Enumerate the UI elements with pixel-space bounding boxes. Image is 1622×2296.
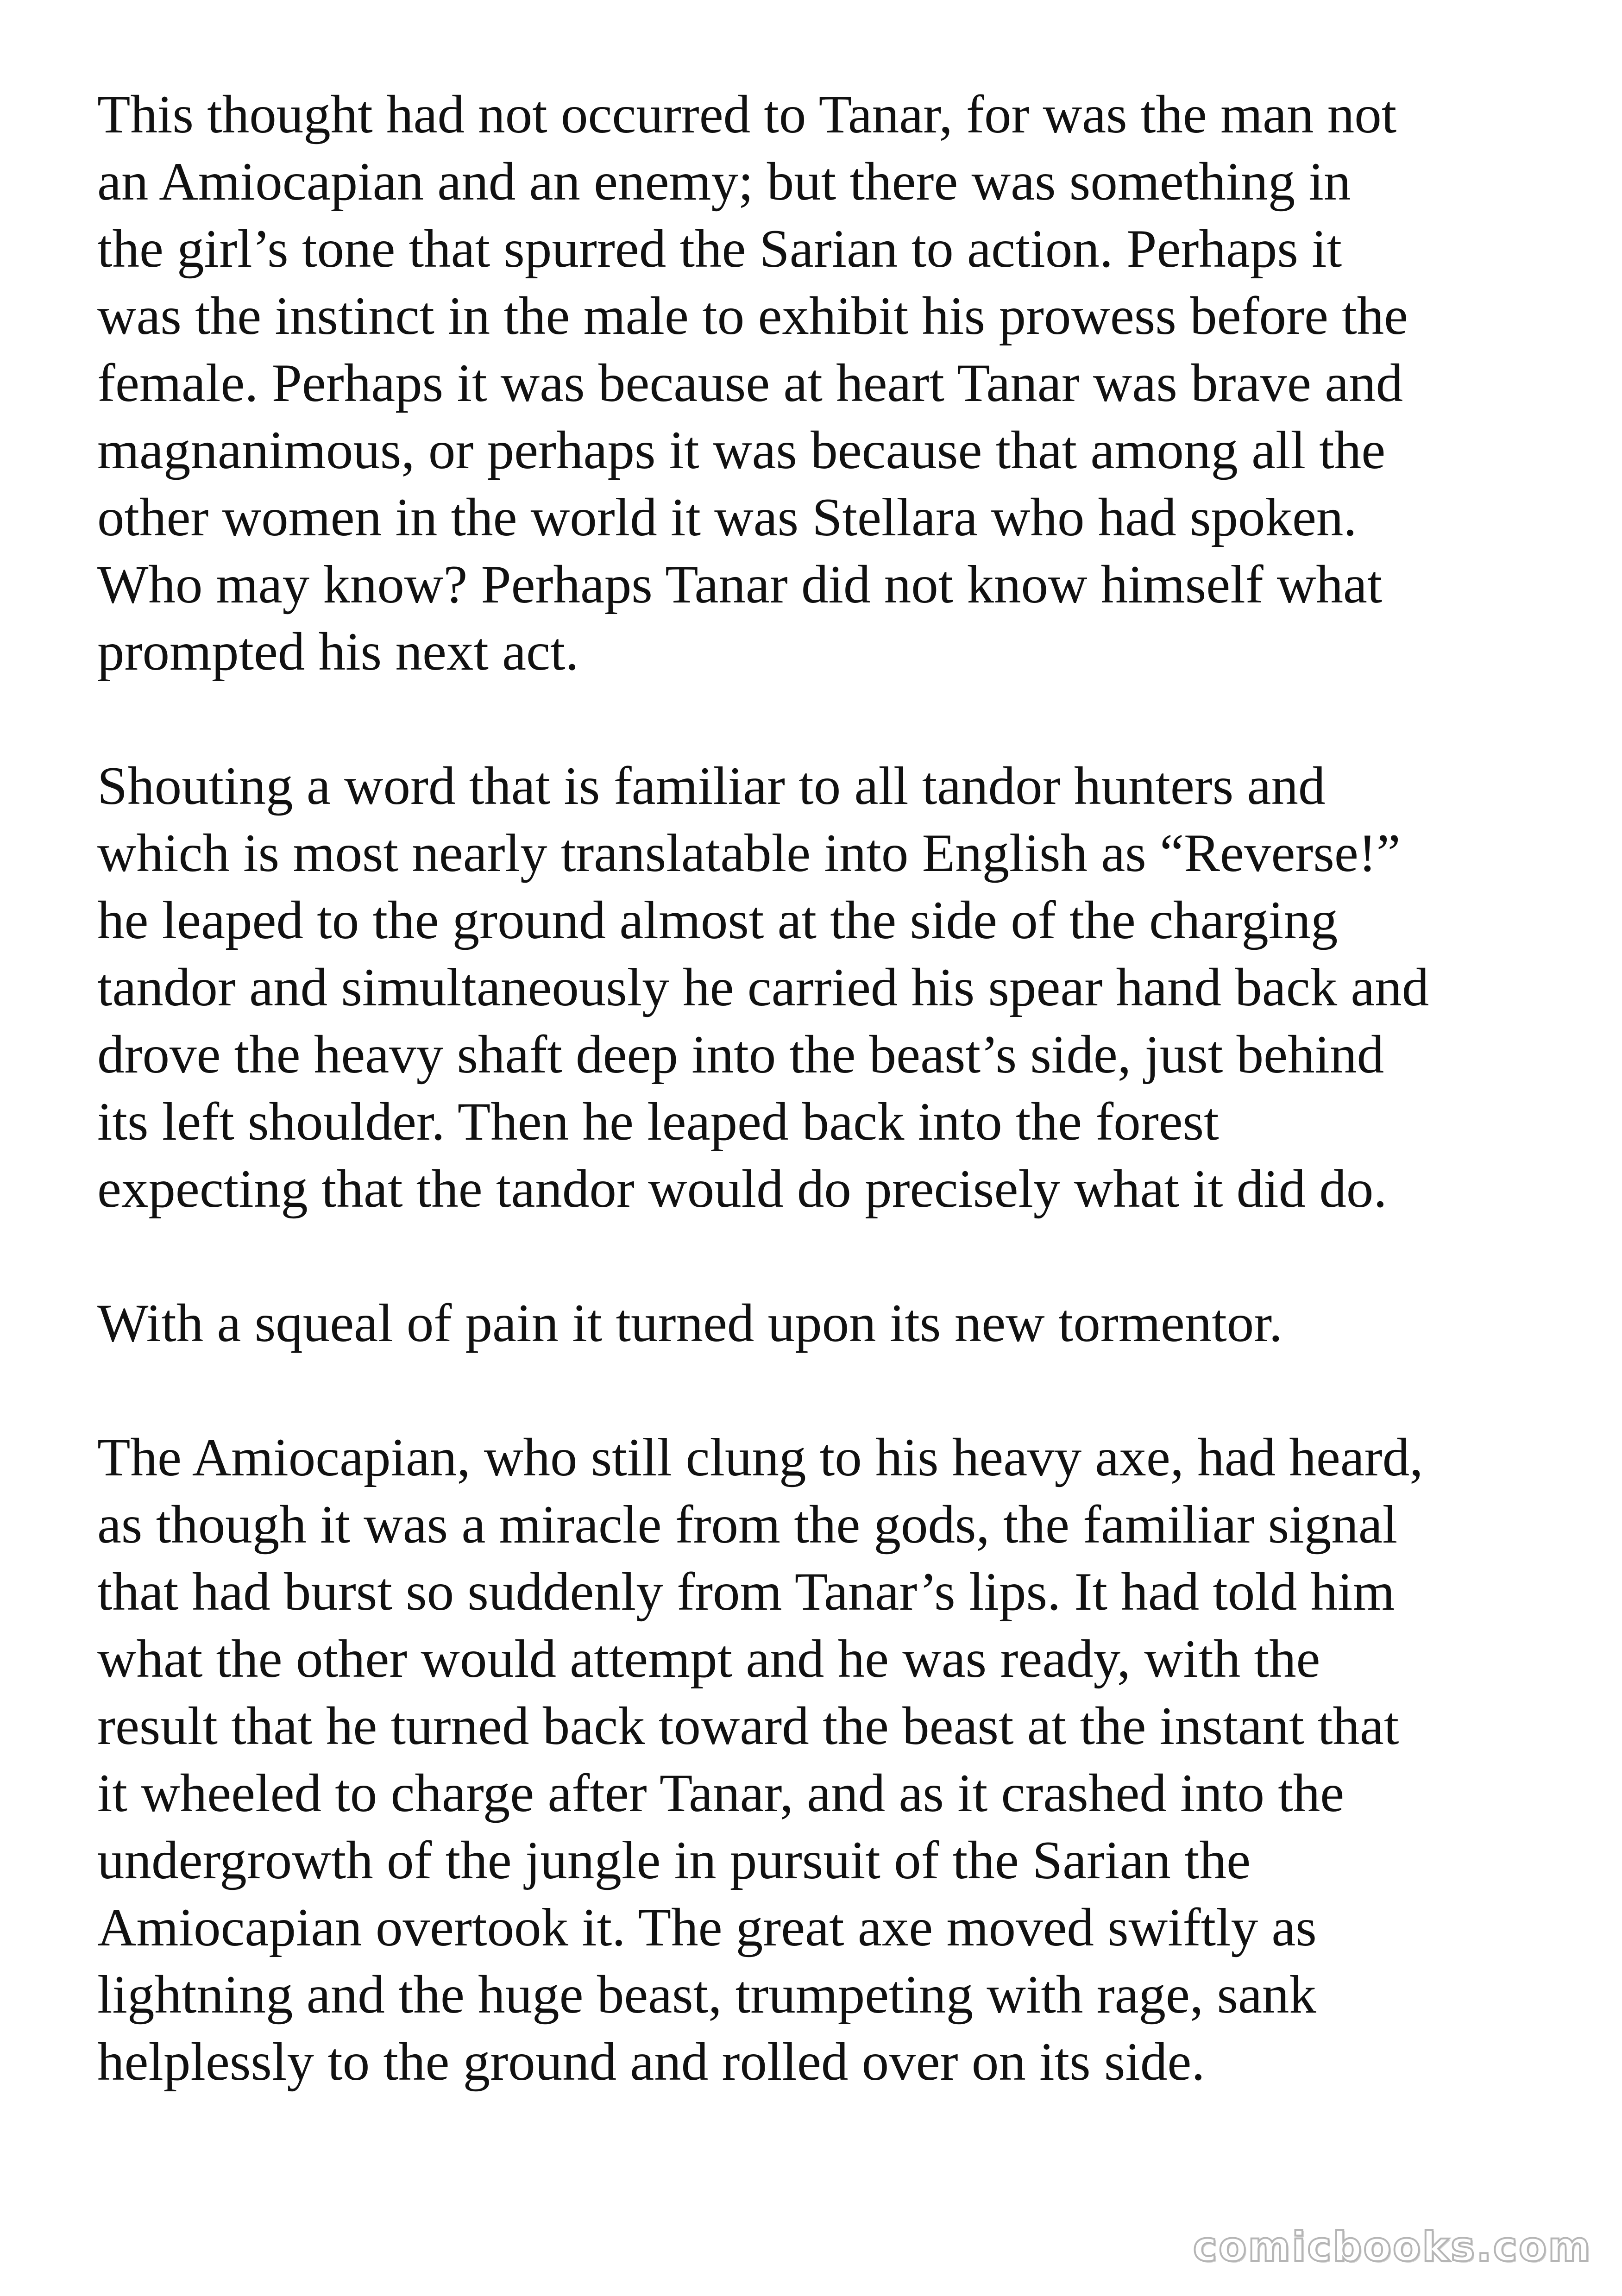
text-line: With a squeal of pain it turned upon its new tormentor. xyxy=(97,1293,1283,1353)
text-line: Amiocapian overtook it. The great axe moved swiftly as xyxy=(97,1898,1317,1957)
text-line: helplessly to the ground and rolled over on its side. xyxy=(97,2032,1205,2092)
text-line: as though it was a miracle from the gods, the familiar signal xyxy=(97,1495,1398,1555)
text-line: tandor and simultaneously he carried his spear hand back and xyxy=(97,958,1429,1017)
paragraph-2 xyxy=(97,753,1556,1223)
paragraph-1 xyxy=(97,81,1556,685)
text-line: The Amiocapian, who still clung to his heavy axe, had heard, xyxy=(97,1428,1423,1487)
paragraph-4 xyxy=(97,1424,1556,2095)
text-line: undergrowth of the jungle in pursuit of the Sarian the xyxy=(97,1831,1251,1890)
text-line: Shouting a word that is familiar to all tandor hunters and xyxy=(97,756,1326,816)
paragraph-3 xyxy=(97,1290,1556,1357)
text-line: that had burst so suddenly from Tanar’s lips. It had told him xyxy=(97,1562,1395,1622)
text-line: Who may know? Perhaps Tanar did not know himself what xyxy=(97,555,1383,615)
watermark: comicbooks.com xyxy=(1193,2223,1592,2271)
text-line: female. Perhaps it was because at heart Tanar was brave and xyxy=(97,353,1403,413)
document-page xyxy=(97,81,1556,2095)
text-line: its left shoulder. Then he leaped back into the forest xyxy=(97,1092,1219,1152)
text-line: prompted his next act. xyxy=(97,622,579,682)
text-line: drove the heavy shaft deep into the beast’s side, just behind xyxy=(97,1025,1384,1085)
text-line: magnanimous, or perhaps it was because that among all the xyxy=(97,420,1386,480)
text-line: the girl’s tone that spurred the Sarian to action. Perhaps it xyxy=(97,219,1342,279)
text-line: lightning and the huge beast, trumpeting with rage, sank xyxy=(97,1965,1316,2025)
text-line: expecting that the tandor would do precisely what it did do. xyxy=(97,1159,1387,1219)
text-line: he leaped to the ground almost at the side of the charging xyxy=(97,891,1338,950)
text-line: result that he turned back toward the beast at the instant that xyxy=(97,1696,1399,1756)
text-line: an Amiocapian and an enemy; but there was something in xyxy=(97,152,1351,212)
text-line: what the other would attempt and he was ready, with the xyxy=(97,1629,1320,1689)
text-line: it wheeled to charge after Tanar, and as it crashed into the xyxy=(97,1763,1345,1823)
text-line: was the instinct in the male to exhibit his prowess before the xyxy=(97,286,1408,346)
text-line: other women in the world it was Stellara who had spoken. xyxy=(97,488,1357,547)
text-line: which is most nearly translatable into English as “Reverse!” xyxy=(97,823,1401,883)
text-line: This thought had not occurred to Tanar, for was the man not xyxy=(97,85,1397,144)
